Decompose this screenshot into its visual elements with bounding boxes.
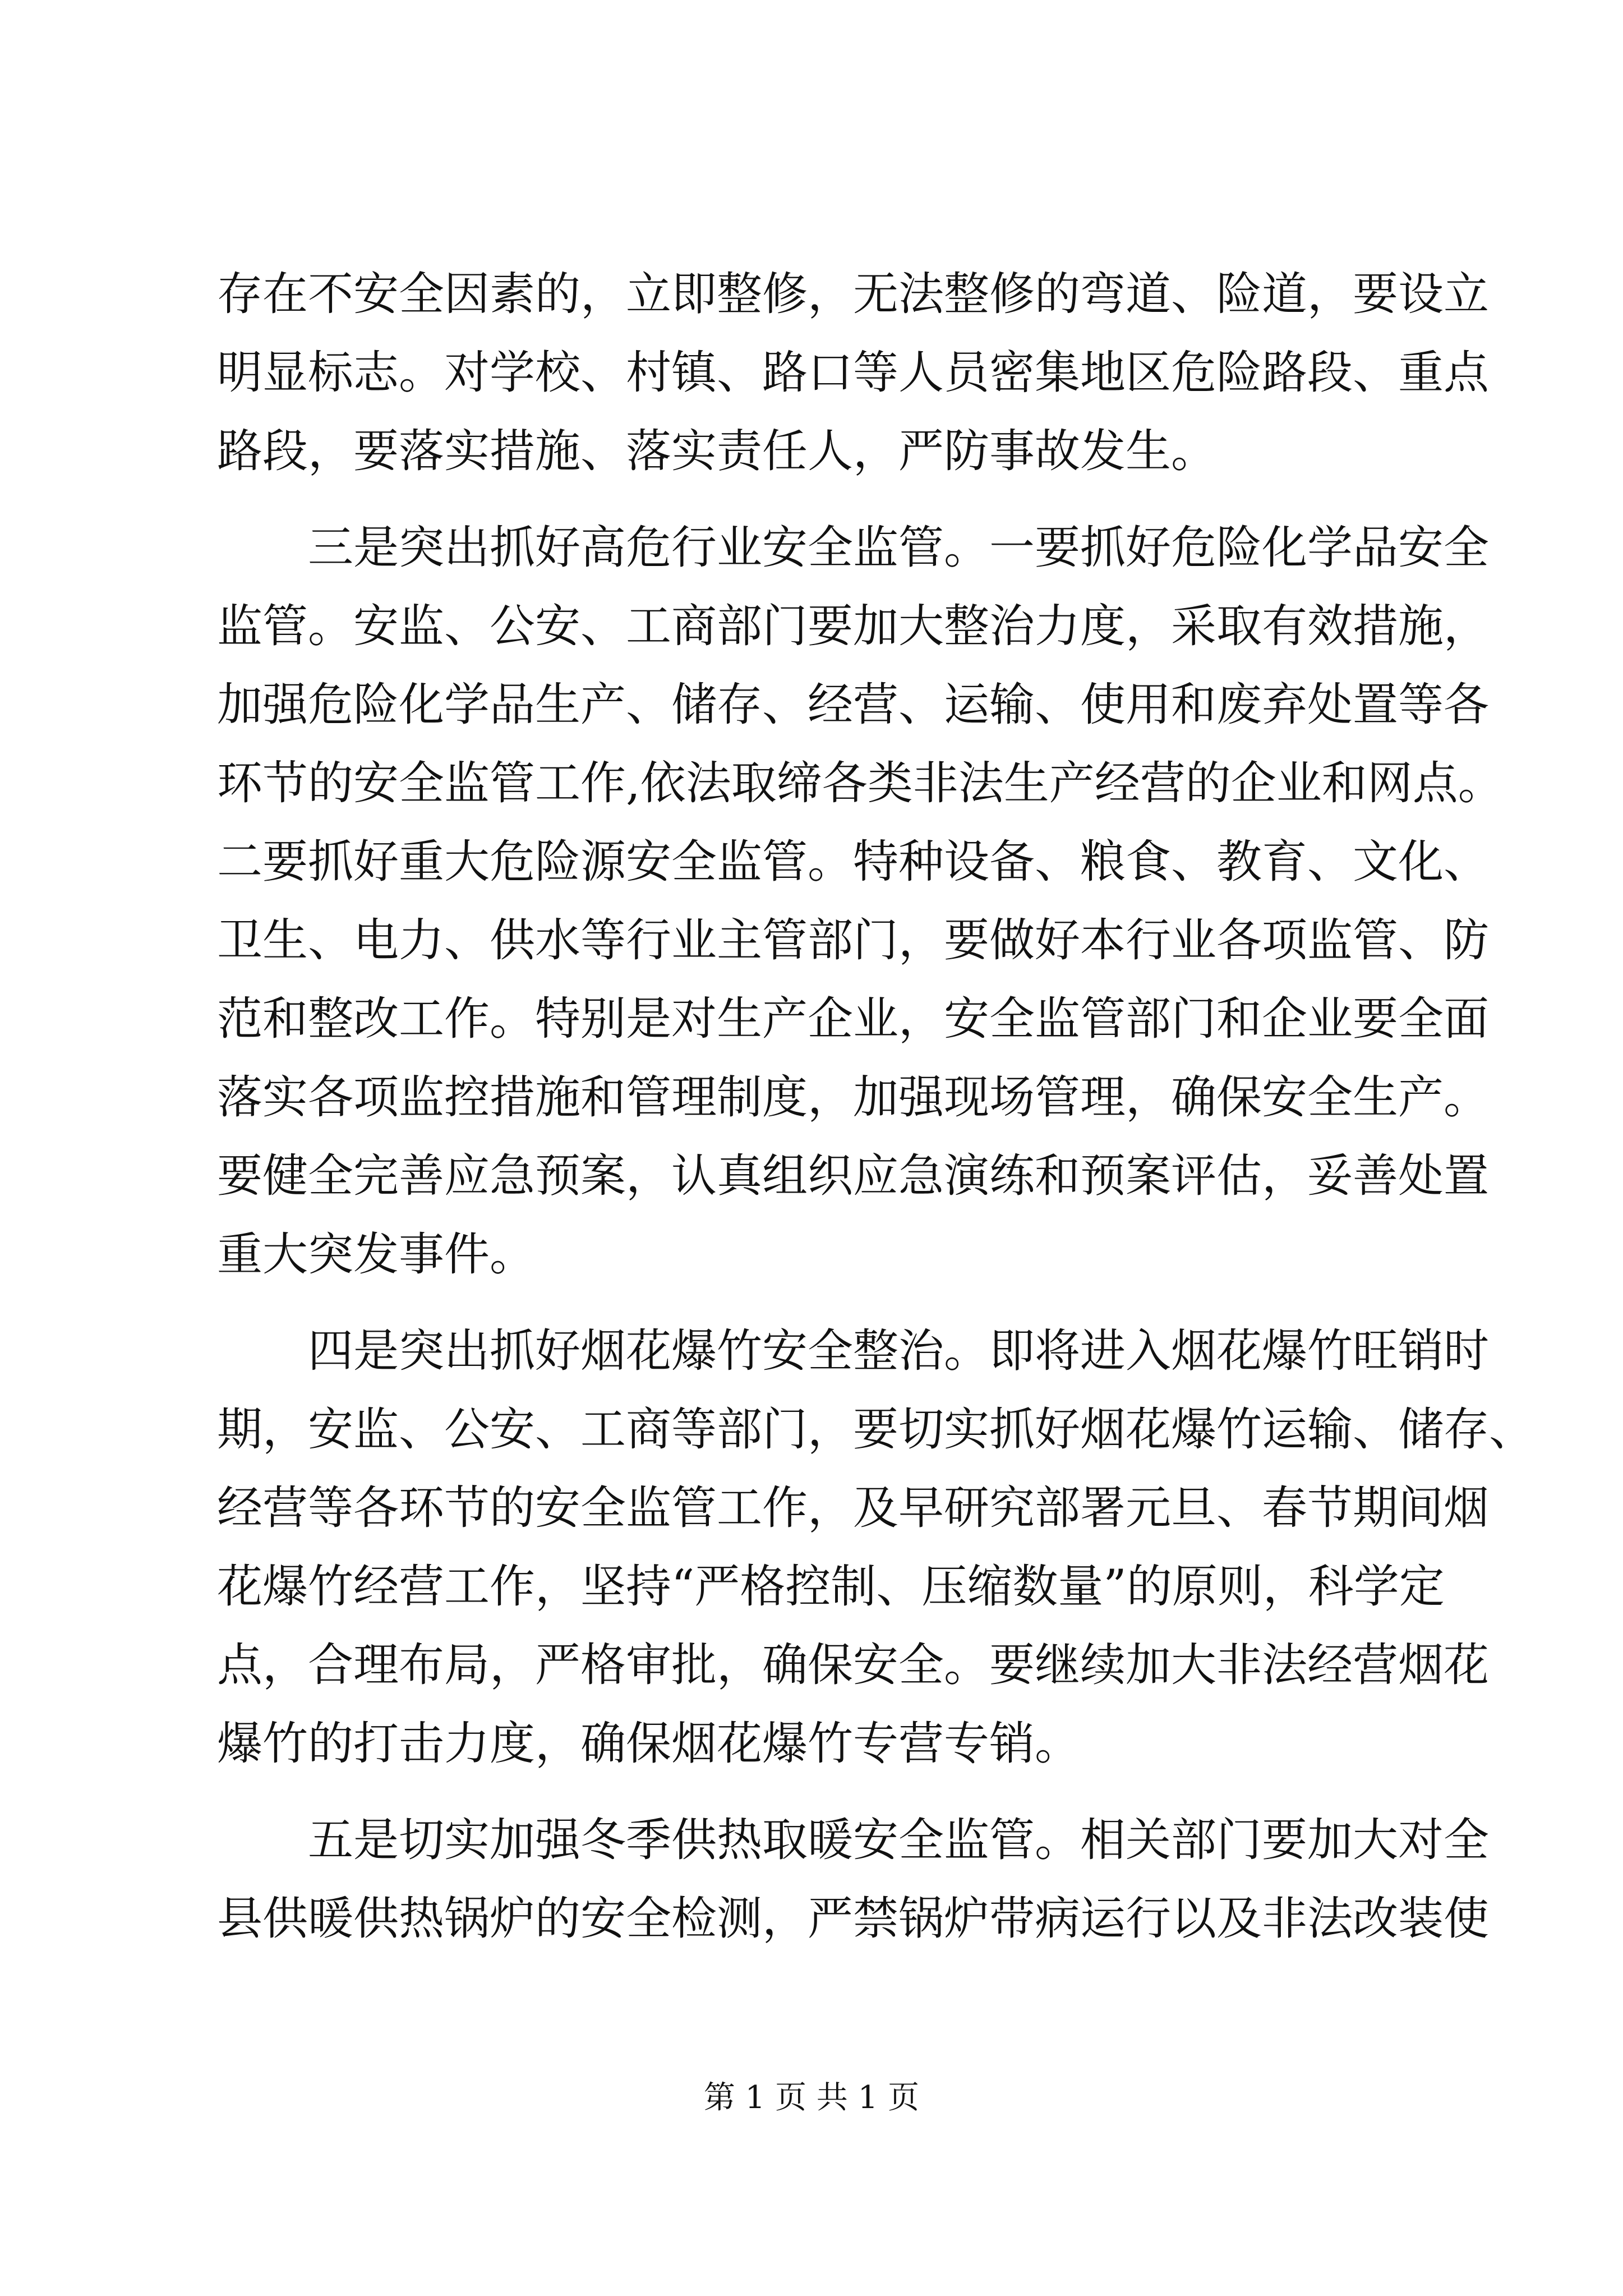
text-line: 要健全完善应急预案，认真组织应急演练和预案评估，妥善处置 xyxy=(217,1150,1490,1203)
text-line: 四是突出抓好烟花爆竹安全整治。即将进入烟花爆竹旺销时 xyxy=(308,1325,1490,1378)
text-line: 落实各项监控措施和管理制度，加强现场管理，确保安全生产。 xyxy=(217,1071,1490,1124)
text-line: 存在不安全因素的，立即整修，无法整修的弯道、险道，要设立 xyxy=(217,268,1490,321)
text-line: 点，合理布局，严格审批，确保安全。要继续加大非法经营烟花 xyxy=(217,1639,1490,1692)
text-line: 监管。安监、公安、工商部门要加大整治力度，采取有效措施， xyxy=(217,600,1490,653)
page-number-footer: 第 1 页 共 1 页 xyxy=(703,2079,920,2116)
paragraph-winter-heating xyxy=(217,1801,1490,1958)
text-line: 重大突发事件。 xyxy=(217,1228,536,1281)
paragraph-fireworks xyxy=(217,1312,1535,1783)
text-line: 五是切实加强冬季供热取暖安全监管。相关部门要加大对全 xyxy=(308,1814,1490,1867)
text-line: 范和整改工作。特别是对生产企业，安全监管部门和企业要全面 xyxy=(217,993,1490,1046)
text-line: 爆竹的打击力度，确保烟花爆竹专营专销。 xyxy=(217,1718,1081,1770)
text-line: 县供暖供热锅炉的安全检测，严禁锅炉带病运行以及非法改装使 xyxy=(217,1893,1490,1945)
text-line: 期，安监、公安、工商等部门，要切实抓好烟花爆竹运输、储存、 xyxy=(217,1404,1535,1456)
paragraph-high-risk-industries xyxy=(217,509,1504,1294)
paragraph-road-safety xyxy=(217,255,1490,491)
text-line: 经营等各环节的安全监管工作，及早研究部署元旦、春节期间烟 xyxy=(217,1482,1490,1535)
text-line: 路段，要落实措施、落实责任人，严防事故发生。 xyxy=(217,425,1217,478)
text-line: 三是突出抓好高危行业安全监管。一要抓好危险化学品安全 xyxy=(308,522,1490,574)
text-line: 明显标志。对学校、村镇、路口等人员密集地区危险路段、重点 xyxy=(217,347,1490,399)
text-line: 花爆竹经营工作，坚持“严格控制、压缩数量”的原则，科学定 xyxy=(217,1561,1445,1613)
text-line: 加强危险化学品生产、储存、经营、运输、使用和废弃处置等各 xyxy=(217,679,1490,731)
document-body xyxy=(217,255,1535,1976)
text-line: 卫生、电力、供水等行业主管部门，要做好本行业各项监管、防 xyxy=(217,914,1490,967)
text-line: 二要抓好重大危险源安全监管。特种设备、粮食、教育、文化、 xyxy=(217,836,1490,889)
text-line: 环节的安全监管工作,依法取缔各类非法生产经营的企业和网点。 xyxy=(217,757,1504,810)
